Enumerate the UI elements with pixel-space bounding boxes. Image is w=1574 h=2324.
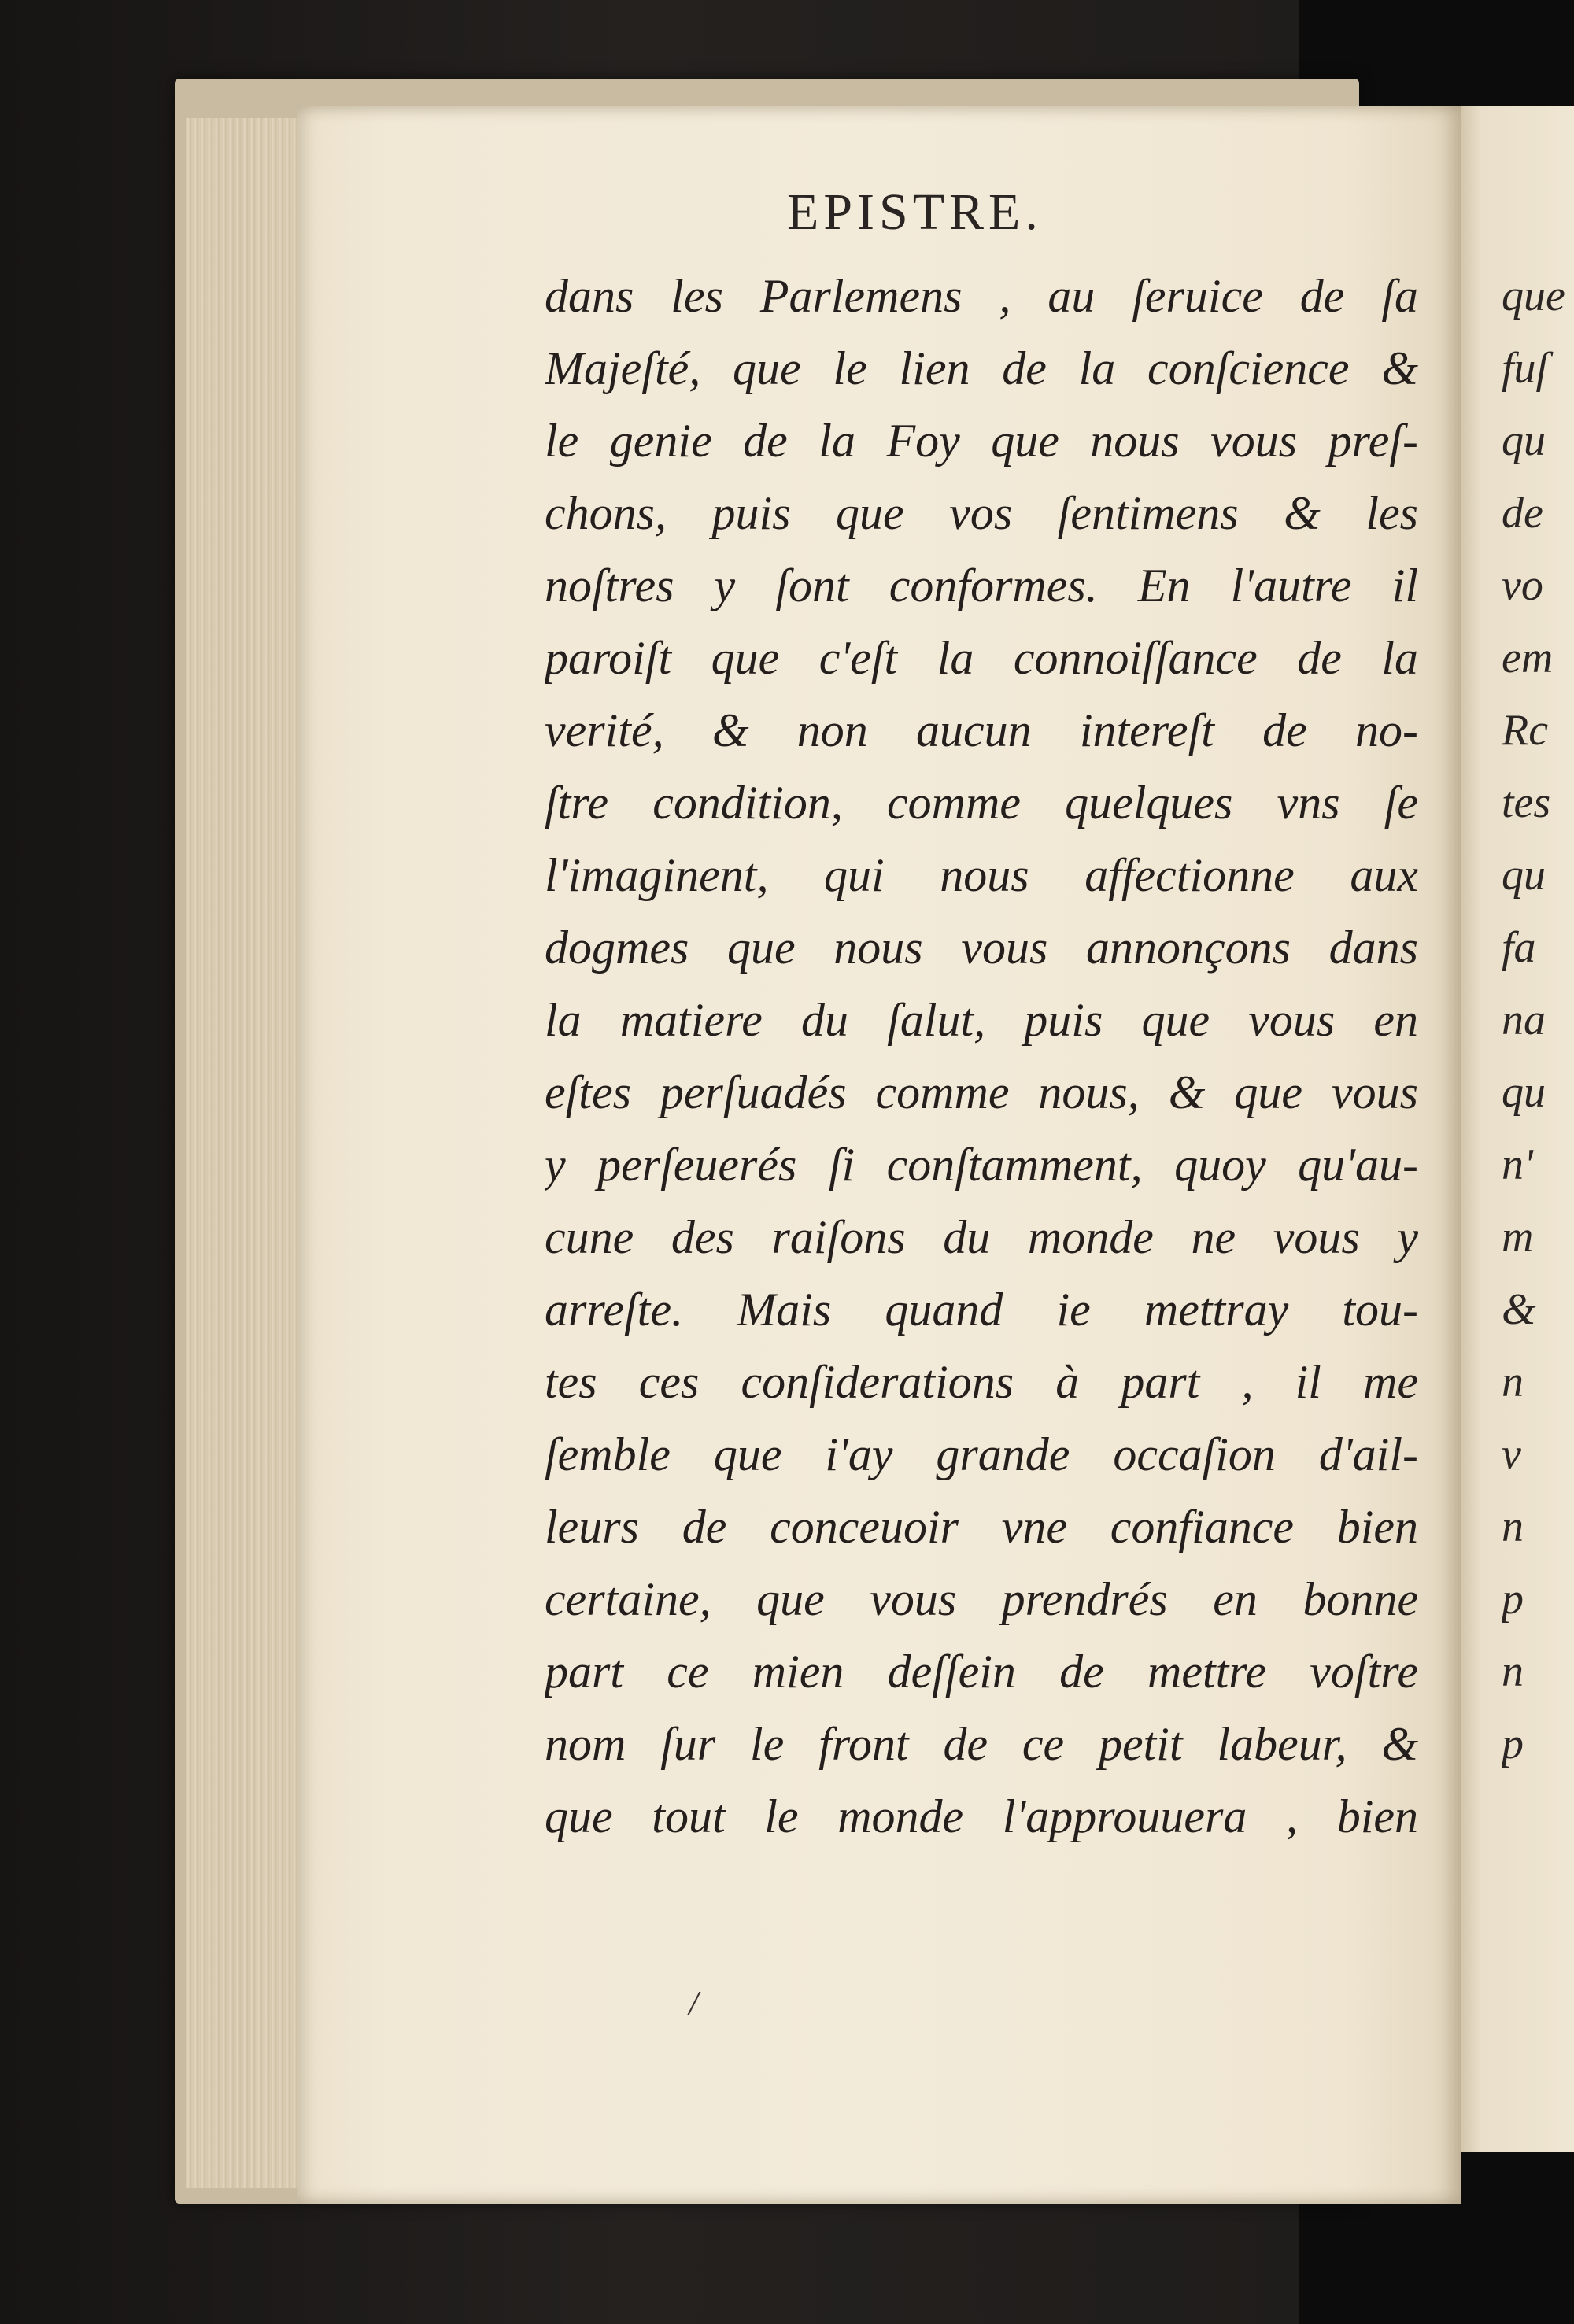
- facing-page-fragment: em: [1502, 634, 1554, 682]
- facing-page-fragment: n: [1502, 1502, 1524, 1551]
- text-line: leurs de conceuoir vne confiance bien: [545, 1501, 1418, 1553]
- text-line: l'imaginent, qui nous affectionne aux: [545, 849, 1418, 901]
- text-line: verité, & non aucun intereſt de no-: [545, 704, 1418, 756]
- facing-page-fragment: vo: [1502, 561, 1543, 610]
- text-line: y perſeuerés ſi conſtamment, quoy qu'au-: [545, 1139, 1418, 1191]
- text-line: eſtes perſuadés comme nous, & que vous: [545, 1066, 1418, 1118]
- text-line: la matiere du ſalut, puis que vous en: [545, 994, 1418, 1046]
- text-line: ſtre condition, comme quelques vns ſe: [545, 777, 1418, 829]
- text-line: tes ces conſiderations à part , il me: [545, 1356, 1418, 1408]
- facing-page-fragment: que: [1502, 272, 1565, 320]
- text-line: certaine, que vous prendrés en bonne: [545, 1573, 1418, 1625]
- facing-page-fragment: tes: [1502, 778, 1551, 827]
- text-line: arreſte. Mais quand ie mettray tou-: [545, 1284, 1418, 1336]
- text-line: le genie de la Foy que nous vous preſ-: [545, 415, 1418, 467]
- facing-page-text: [1502, 260, 1574, 1780]
- facing-page-fragment: n': [1502, 1140, 1533, 1189]
- facing-page-fragment: p: [1502, 1575, 1524, 1624]
- facing-page-fragment: v: [1502, 1430, 1521, 1479]
- facing-page-fragment: fa: [1502, 923, 1536, 972]
- text-line: chons, puis que vos ſentimens & les: [545, 487, 1418, 539]
- text-line: paroiſt que c'eſt la connoiſſance de la: [545, 632, 1418, 684]
- text-line: dogmes que nous vous annonçons dans: [545, 922, 1418, 974]
- text-line: ſemble que i'ay grande occaſion d'ail-: [545, 1428, 1418, 1480]
- facing-page-fragment: n: [1502, 1358, 1524, 1406]
- facing-page-fragment: qu: [1502, 851, 1546, 900]
- text-line: nom ſur le front de ce petit labeur, &: [545, 1718, 1418, 1770]
- facing-page-fragment: n: [1502, 1647, 1524, 1696]
- facing-page-fragment: Rc: [1502, 706, 1549, 755]
- page-edges: [186, 118, 312, 2188]
- facing-page-fragment: qu: [1502, 416, 1546, 465]
- running-head: EPISTRE.: [787, 183, 1043, 241]
- facing-page-fragment: m: [1502, 1213, 1534, 1262]
- facing-page-fragment: na: [1502, 996, 1546, 1044]
- text-line: part ce mien deſſein de mettre voſtre: [545, 1646, 1418, 1698]
- page-body-text: [545, 260, 1418, 1853]
- facing-page-fragment: qu: [1502, 1068, 1546, 1117]
- text-line: dans les Parlemens , au ſeruice de ſa: [545, 270, 1418, 322]
- text-line: Majeſté, que le lien de la conſcience &: [545, 342, 1418, 394]
- text-line: que tout le monde l'approuuera , bien: [545, 1790, 1418, 1842]
- facing-page-fragment: de: [1502, 489, 1543, 538]
- facing-page-fragment: &: [1502, 1285, 1536, 1334]
- text-line: noſtres y ſont conformes. En l'autre il: [545, 560, 1418, 611]
- stray-ink-mark: /: [689, 1984, 699, 2023]
- facing-page-fragment: fuſ: [1502, 344, 1549, 393]
- facing-page-fragment: p: [1502, 1720, 1524, 1768]
- text-line: cune des raiſons du monde ne vous y: [545, 1211, 1418, 1263]
